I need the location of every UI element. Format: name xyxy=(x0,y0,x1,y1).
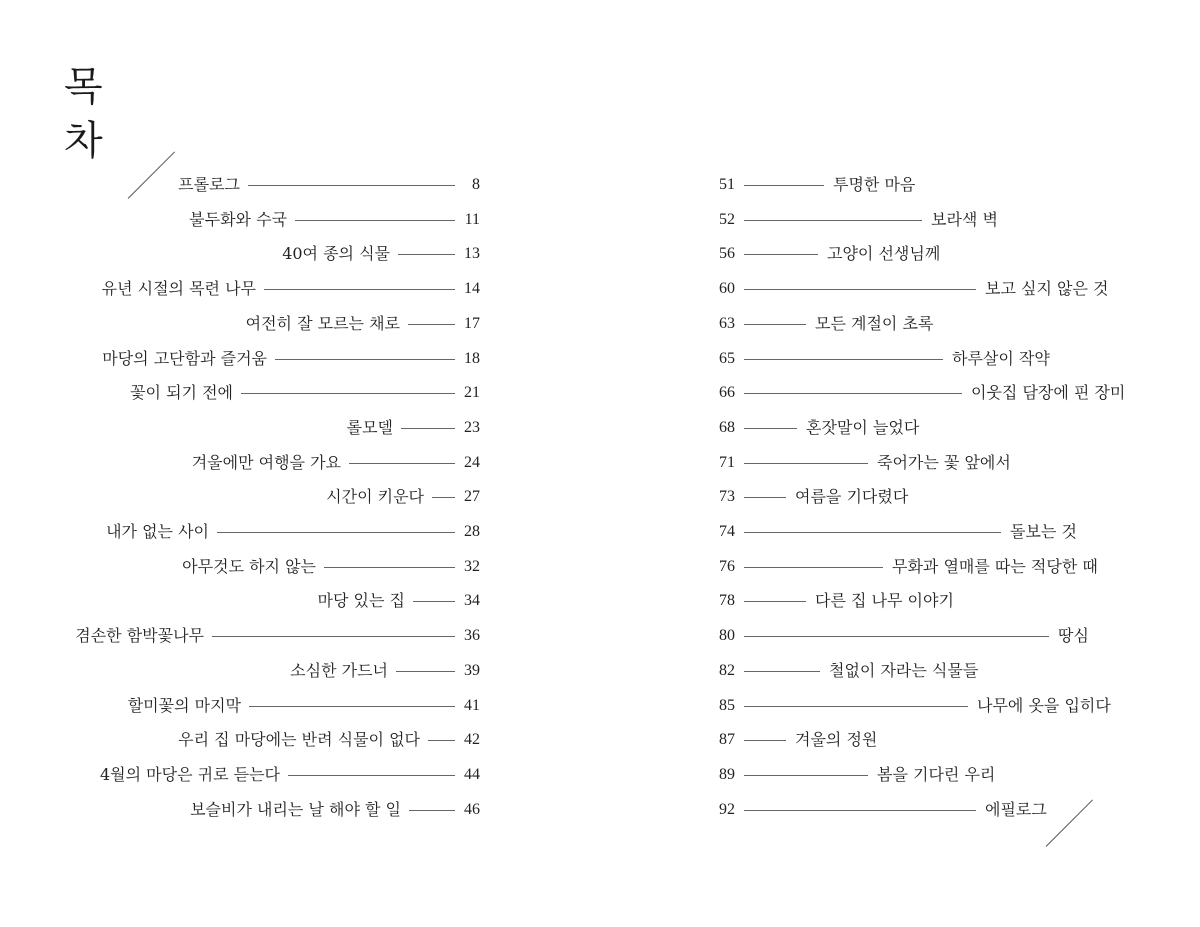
toc-entry-title: 죽어가는 꽃 앞에서 xyxy=(877,452,1011,472)
toc-entry[interactable] xyxy=(0,626,1200,646)
toc-entry-page: 27 xyxy=(464,488,480,506)
leader-line xyxy=(744,254,818,255)
toc-entry-page: 73 xyxy=(719,488,735,506)
toc-entry-page: 39 xyxy=(464,661,480,679)
toc-entry-title: 소심한 가드너 xyxy=(290,660,388,680)
toc-entry-page: 42 xyxy=(464,731,480,749)
toc-entry[interactable] xyxy=(0,314,1200,334)
toc-entry[interactable] xyxy=(0,487,1200,507)
toc-entry-title: 아무것도 하지 않는 xyxy=(182,556,316,576)
toc-entry-page: 87 xyxy=(719,731,735,749)
toc-entry-page: 85 xyxy=(719,696,735,714)
toc-entry-title: 마당 있는 집 xyxy=(317,591,405,611)
toc-entry-page: 52 xyxy=(719,210,735,228)
toc-entry-title: 나무에 옷을 입히다 xyxy=(977,695,1111,715)
toc-entry-page: 21 xyxy=(464,384,480,402)
toc-entry-page: 78 xyxy=(719,592,735,610)
toc-entry-title: 모든 계절이 초록 xyxy=(815,313,934,333)
toc-entry-title: 프롤로그 xyxy=(178,175,240,194)
toc-entry-page: 92 xyxy=(719,800,735,818)
toc-entry-title: 여전히 잘 모르는 채로 xyxy=(245,313,400,333)
toc-entry[interactable] xyxy=(0,765,1200,785)
toc-entry-title: 4월의 마당은 귀로 듣는다 xyxy=(100,764,280,784)
leader-line xyxy=(744,810,976,811)
leader-line xyxy=(744,289,976,290)
leader-line xyxy=(744,185,824,186)
toc-entry-page: 63 xyxy=(719,314,735,332)
leader-line xyxy=(744,706,968,707)
toc-entry-title: 에필로그 xyxy=(985,799,1047,819)
toc-entry-title: 40여 종의 식물 xyxy=(282,244,390,264)
toc-entry-title: 땅심 xyxy=(1058,626,1089,646)
toc-entry-title: 우리 집 마당에는 반려 식물이 없다 xyxy=(178,730,420,750)
toc-entry-title: 투명한 마음 xyxy=(833,175,916,194)
toc-entry[interactable] xyxy=(0,800,1200,820)
toc-entry-title: 겨울의 정원 xyxy=(795,730,878,750)
toc-entry-page: 74 xyxy=(719,523,735,540)
toc-entry-page: 68 xyxy=(719,418,735,436)
toc-entry-page: 51 xyxy=(719,176,735,193)
toc-entry-title: 무화과 열매를 따는 적당한 때 xyxy=(892,556,1098,576)
toc-entry-page: 41 xyxy=(464,696,480,714)
toc-entry-title: 할미꽃의 마지막 xyxy=(127,695,241,715)
toc-entry-title: 다른 집 나무 이야기 xyxy=(815,591,954,611)
leader-line xyxy=(744,497,786,498)
toc-entry[interactable] xyxy=(0,210,1200,230)
toc-entry[interactable] xyxy=(0,279,1200,299)
toc-entry-title: 혼잣말이 늘었다 xyxy=(806,417,920,437)
toc-entry-page: 66 xyxy=(719,384,735,402)
toc-entry[interactable] xyxy=(0,383,1200,403)
leader-line xyxy=(744,393,962,394)
toc-entry[interactable] xyxy=(0,453,1200,473)
toc-entry-page: 34 xyxy=(464,592,480,610)
leader-line xyxy=(744,601,806,602)
toc-entry-title: 마당의 고단함과 즐거움 xyxy=(102,348,267,368)
toc-entry-title: 하루살이 작약 xyxy=(952,348,1050,368)
toc-entry-title: 여름을 기다렸다 xyxy=(795,487,909,507)
toc-entry-title: 내가 없는 사이 xyxy=(106,522,209,541)
toc-entry[interactable] xyxy=(0,522,1200,542)
toc-entry[interactable] xyxy=(0,557,1200,577)
toc-entry-title: 꽃이 되기 전에 xyxy=(130,383,233,403)
leader-line xyxy=(744,220,922,221)
toc-entry-page: 82 xyxy=(719,661,735,679)
toc-entry-page: 24 xyxy=(464,453,480,471)
toc-entry-page: 46 xyxy=(464,800,480,818)
toc-entry-page: 18 xyxy=(464,349,480,367)
toc-entry-page: 60 xyxy=(719,280,735,298)
toc-entry-title: 겨울에만 여행을 가요 xyxy=(191,452,341,472)
toc-entry-title: 시간이 키운다 xyxy=(326,487,424,507)
toc-entry-title: 철없이 자라는 식물들 xyxy=(829,660,979,680)
toc-entry-page: 76 xyxy=(719,557,735,575)
toc-entry-page: 71 xyxy=(719,453,735,471)
toc-entry-title: 보슬비가 내리는 날 해야 할 일 xyxy=(190,799,401,819)
leader-line xyxy=(744,671,820,672)
toc-entry-page: 8 xyxy=(472,176,480,193)
leader-line xyxy=(744,636,1049,637)
leader-line xyxy=(744,532,1001,533)
toc-entry-page: 36 xyxy=(464,627,480,645)
toc-entry-title: 유년 시절의 목련 나무 xyxy=(101,279,256,299)
toc-entry-page: 13 xyxy=(464,245,480,263)
toc-entry[interactable] xyxy=(0,244,1200,264)
leader-line xyxy=(744,359,943,360)
toc-heading xyxy=(64,60,103,168)
leader-line xyxy=(744,775,868,776)
toc-entry-title: 봄을 기다린 우리 xyxy=(877,764,996,784)
toc-entry-page: 32 xyxy=(464,557,480,575)
toc-entry[interactable] xyxy=(0,591,1200,611)
leader-line xyxy=(744,463,868,464)
toc-entry-page: 28 xyxy=(464,523,480,540)
leader-line xyxy=(744,567,883,568)
toc-entry-page: 80 xyxy=(719,627,735,645)
toc-entry[interactable] xyxy=(0,730,1200,750)
toc-entry-title: 이웃집 담장에 핀 장미 xyxy=(971,383,1126,403)
toc-entry[interactable] xyxy=(0,661,1200,681)
toc-entry-page: 23 xyxy=(464,418,480,436)
toc-entry-page: 14 xyxy=(464,280,480,298)
toc-entry-title: 보고 싶지 않은 것 xyxy=(985,279,1109,299)
toc-entry-page: 65 xyxy=(719,349,735,367)
toc-entry[interactable] xyxy=(0,175,1200,195)
toc-entry-page: 89 xyxy=(719,765,735,783)
toc-entry-title: 롤모델 xyxy=(346,417,393,437)
toc-entry-title: 겸손한 함박꽃나무 xyxy=(75,626,204,646)
toc-entry-page: 11 xyxy=(464,210,480,228)
toc-entry[interactable] xyxy=(0,418,1200,438)
leader-line xyxy=(744,740,786,741)
toc-entry[interactable] xyxy=(0,349,1200,369)
toc-entry-title: 돌보는 것 xyxy=(1010,522,1077,541)
toc-heading-char-2: 차 xyxy=(64,118,103,164)
toc-heading-char-1: 목 xyxy=(64,64,103,110)
toc-entry-page: 44 xyxy=(464,765,480,783)
toc-entry-page: 17 xyxy=(464,314,480,332)
toc-entry-title: 보라색 벽 xyxy=(931,209,998,229)
leader-line xyxy=(744,324,806,325)
toc-entry[interactable] xyxy=(0,696,1200,716)
toc-entry-title: 불두화와 수국 xyxy=(189,209,287,229)
toc-entry-title: 고양이 선생님께 xyxy=(827,244,941,264)
toc-entry-page: 56 xyxy=(719,245,735,263)
leader-line xyxy=(744,428,797,429)
